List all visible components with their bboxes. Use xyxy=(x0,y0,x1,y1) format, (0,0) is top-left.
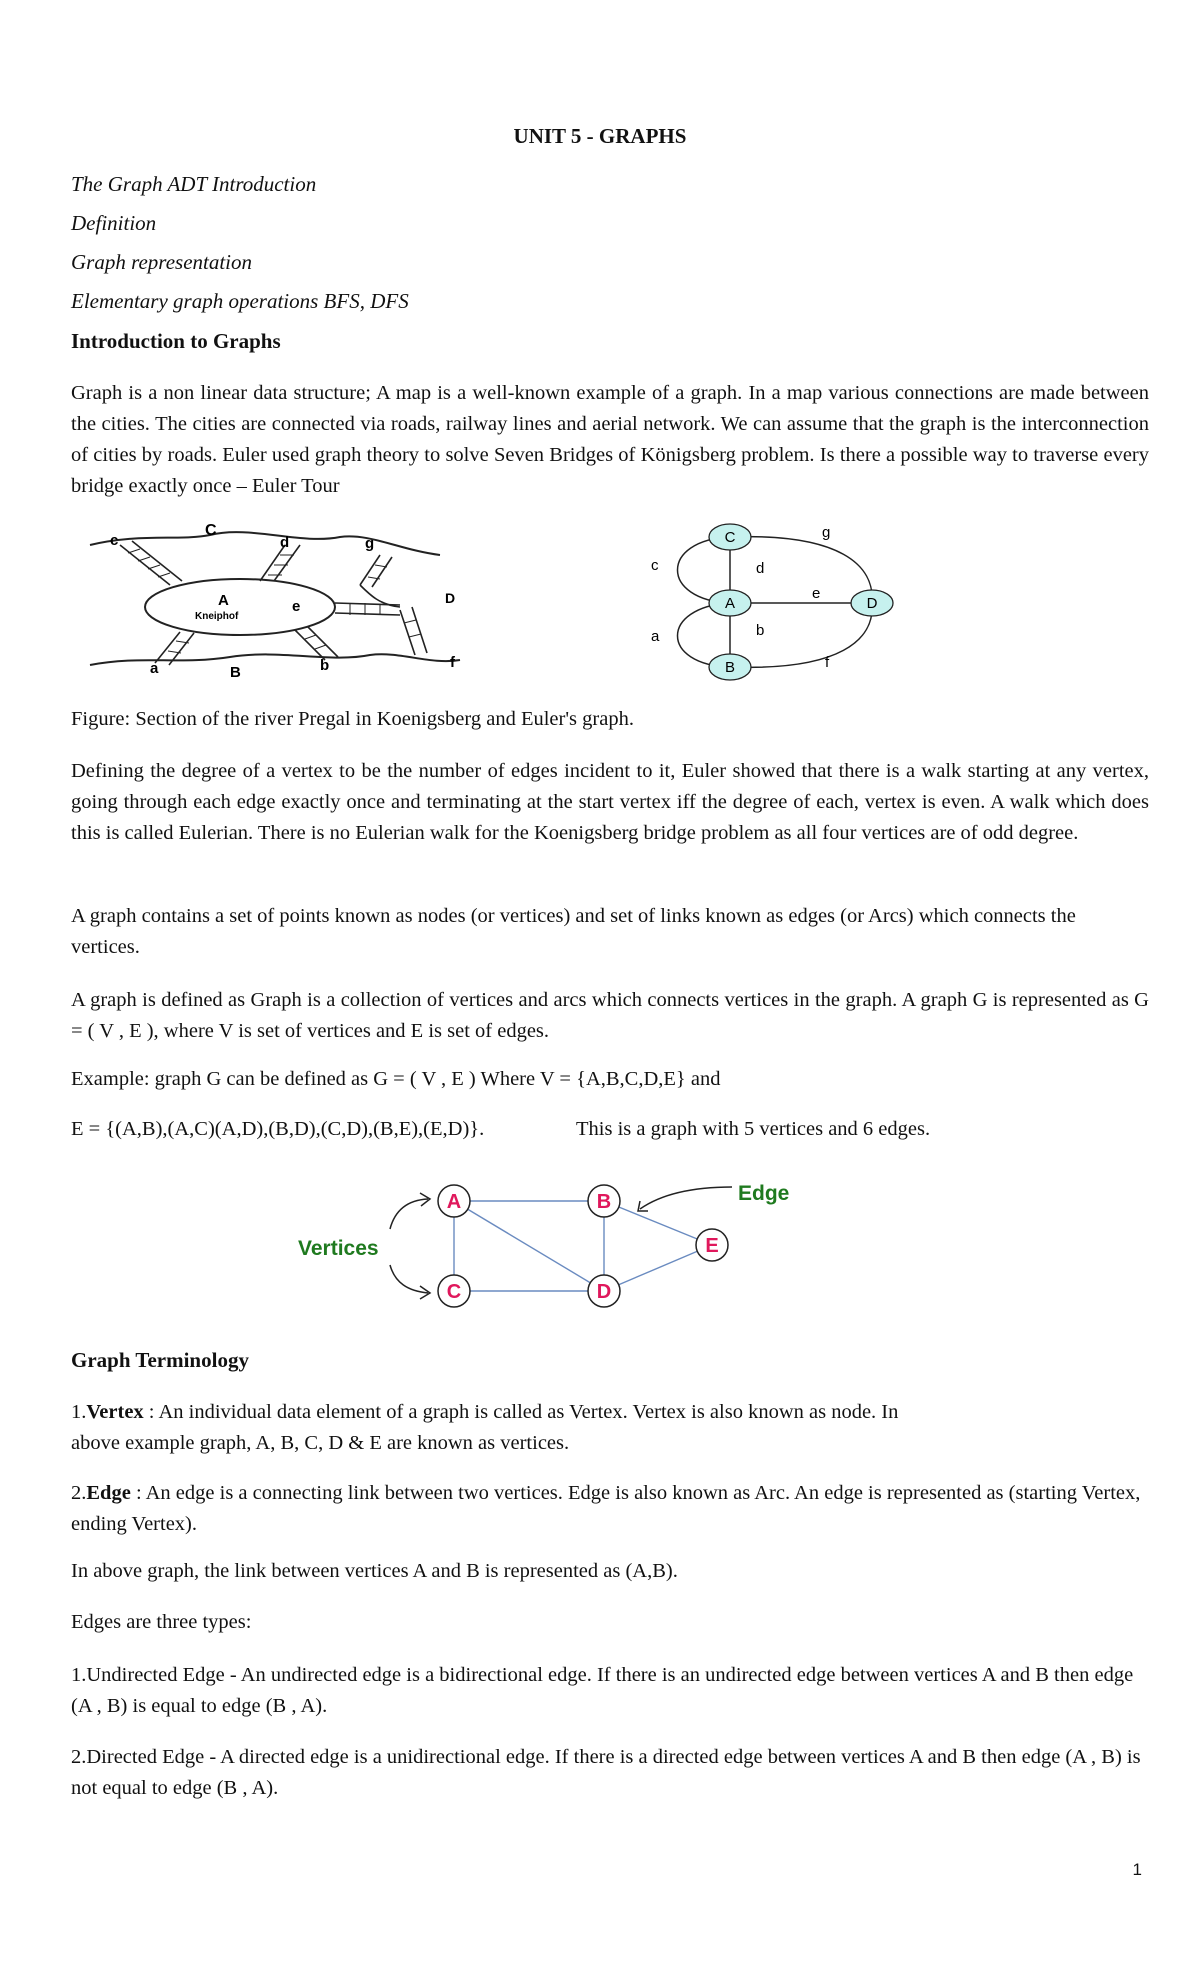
term-text-continued: above example graph, A, B, C, D & E are known as vertices. xyxy=(71,1432,570,1454)
map-label: D xyxy=(445,590,456,606)
map-label: g xyxy=(365,535,375,552)
map-label: e xyxy=(292,598,301,615)
edge-label: g xyxy=(822,524,831,541)
edge-label: f xyxy=(825,654,830,671)
map-label: Kneiphof xyxy=(195,611,239,622)
toc-item: The Graph ADT Introduction xyxy=(71,172,317,196)
map-label: f xyxy=(450,654,455,671)
contains-paragraph: A graph contains a set of points known as nodes (or vertices) and set of links known as edges (or Arcs) which connects the vertices. xyxy=(71,905,1076,958)
example-edges: E = {(A,B),(A,C)(A,D),(B,D),(C,D),(B,E),(E,D)}. xyxy=(71,1118,485,1140)
term-name: Edge xyxy=(86,1482,131,1504)
definition-paragraph: A graph is defined as Graph is a collection of vertices and arcs which connects vertices in the graph. A graph G is represented as G = ( V , E ), where V is set of vertices and E is set of edges. xyxy=(71,989,1149,1042)
example-graph-figure xyxy=(290,1165,810,1325)
node-label: A xyxy=(724,595,736,612)
edge-label: e xyxy=(812,585,821,602)
intro-heading: Introduction to Graphs xyxy=(71,329,281,353)
map-label: A xyxy=(218,592,229,609)
koenigsberg-map-figure xyxy=(80,515,490,685)
node-label: D xyxy=(866,595,878,612)
edge-label: a xyxy=(651,628,660,645)
vertices-annotation: Vertices xyxy=(298,1237,379,1260)
page-number: 1 xyxy=(1132,1860,1142,1879)
vertex-label: D xyxy=(596,1281,612,1303)
node-label: B xyxy=(724,659,736,676)
euler-graph-figure xyxy=(640,515,910,685)
map-label: C xyxy=(205,522,217,539)
figure-caption: Figure: Section of the river Pregal in Koenigsberg and Euler's graph. xyxy=(71,708,634,730)
term-number: 2. xyxy=(71,1482,87,1504)
vertex-label: B xyxy=(596,1191,612,1213)
vertex-label: C xyxy=(446,1281,462,1303)
term-edge xyxy=(71,1478,1149,1540)
example-line: Example: graph G can be defined as G = ( V , E ) Where V = {A,B,C,D,E} and xyxy=(71,1068,721,1090)
term-vertex xyxy=(71,1397,1149,1459)
edge-label: b xyxy=(756,622,765,639)
toc-item: Elementary graph operations BFS, DFS xyxy=(71,289,409,313)
map-label: c xyxy=(110,532,119,549)
node-label: C xyxy=(724,529,736,546)
term-text: : An edge is a connecting link between two vertices. Edge is also known as Arc. An edge is represented as (starting Vertex, ending Vertex). xyxy=(71,1482,1141,1535)
term-name: Vertex xyxy=(86,1401,144,1423)
vertex-label: E xyxy=(705,1235,719,1257)
types-paragraph: Edges are three types: xyxy=(71,1611,252,1633)
vertex-label: A xyxy=(446,1191,462,1213)
edge-annotation: Edge xyxy=(738,1182,790,1205)
edge-label: d xyxy=(756,560,765,577)
term-text: : An individual data element of a graph is called as Vertex. Vertex is also known as node. In xyxy=(143,1401,899,1423)
undirected-edge-item: 1.Undirected Edge - An undirected edge is a bidirectional edge. If there is an undirected edge between vertices A and B then edge (A , B) is equal to edge (B , A). xyxy=(71,1664,1134,1717)
terminology-heading: Graph Terminology xyxy=(71,1348,249,1372)
directed-edge-item: 2.Directed Edge - A directed edge is a unidirectional edge. If there is a directed edge between vertices A and B then edge (A , B) is not equal to edge (B , A). xyxy=(71,1746,1141,1799)
toc-item: Definition xyxy=(71,211,157,235)
degree-paragraph: Defining the degree of a vertex to be the number of edges incident to it, Euler showed that there is a walk starting at any vertex, going through each edge exactly once and terminating at the start vertex iff the degree of each, vertex is even. A walk which does this is called Eulerian. There is no Eulerian walk for the Koenigsberg bridge problem as all four vertices are of odd degree. xyxy=(71,760,1149,844)
map-label: a xyxy=(150,660,159,677)
example-summary: This is a graph with 5 vertices and 6 edges. xyxy=(576,1118,931,1140)
toc-item: Graph representation xyxy=(71,250,253,274)
map-label: d xyxy=(280,534,290,551)
intro-paragraph: Graph is a non linear data structure; A map is a well-known example of a graph. In a map various connections are made between the cities. The cities are connected via roads, railway lines and aerial network. We can assume that the graph is the interconnection of cities by roads. Euler used graph theory to solve Seven Bridges of Königsberg problem. Is there a possible way to traverse every bridge exactly once – Euler Tour xyxy=(71,382,1149,497)
page-title: UNIT 5 - GRAPHS xyxy=(513,124,687,148)
term-number: 1. xyxy=(71,1401,87,1423)
map-label: B xyxy=(230,664,241,681)
link-paragraph: In above graph, the link between vertices A and B is represented as (A,B). xyxy=(71,1560,678,1582)
map-label: b xyxy=(320,657,330,674)
edge-label: c xyxy=(651,557,659,574)
